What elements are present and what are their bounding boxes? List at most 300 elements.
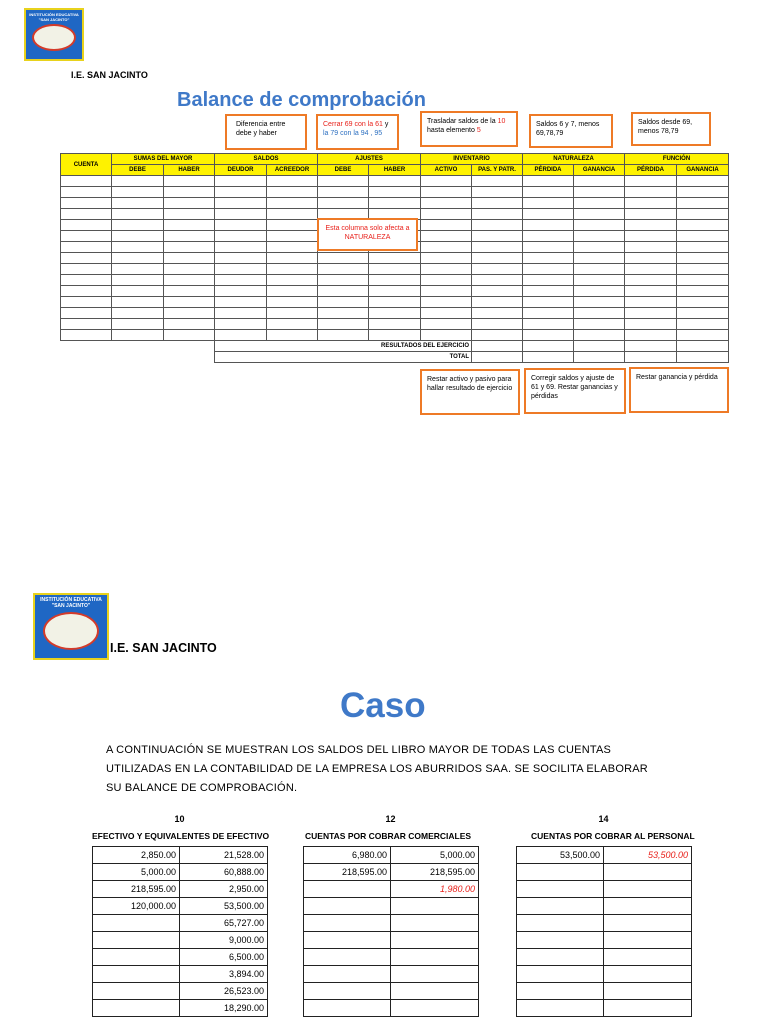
balance-cell: [61, 231, 112, 242]
balance-cell: [112, 231, 164, 242]
debit-cell: [304, 1000, 391, 1017]
balance-cell: [625, 286, 677, 297]
balance-cell: [677, 209, 729, 220]
table-row: [517, 1000, 692, 1017]
balance-cell: [523, 198, 574, 209]
balance-cell: [164, 297, 215, 308]
balance-cell: [215, 308, 267, 319]
credit-cell: 3,894.00: [180, 966, 268, 983]
debit-cell: 53,500.00: [517, 847, 604, 864]
balance-cell: [472, 209, 523, 220]
balance-cell: [472, 176, 523, 187]
debit-cell: [304, 898, 391, 915]
balance-cell: [61, 253, 112, 264]
balance-cell: [625, 198, 677, 209]
balance-cell: [625, 319, 677, 330]
table-row: [93, 847, 268, 864]
balance-cell: [267, 330, 318, 341]
balance-cell: [523, 330, 574, 341]
balance-cell: [318, 319, 369, 330]
debit-cell: [517, 1000, 604, 1017]
credit-cell: [391, 1000, 479, 1017]
balance-cell: [677, 176, 729, 187]
note-naturaleza-text: Esta columna solo afecta a NATURALEZA: [325, 225, 410, 241]
balance-cell: [574, 176, 625, 187]
debit-cell: 120,000.00: [93, 898, 180, 915]
balance-cell: [625, 275, 677, 286]
group-saldos: SALDOS: [215, 154, 318, 165]
balance-cell: [318, 308, 369, 319]
debit-cell: [517, 915, 604, 932]
debit-cell: [517, 881, 604, 898]
balance-cell: [472, 330, 523, 341]
debit-cell: [304, 881, 391, 898]
note-cerrar-text-b: y: [382, 121, 389, 128]
balance-cell: [625, 176, 677, 187]
balance-cell: [61, 220, 112, 231]
balance-cell: [369, 275, 421, 286]
balance-cell: [677, 308, 729, 319]
balance-cell: [215, 286, 267, 297]
balance-cell: [267, 308, 318, 319]
table-row: [93, 915, 268, 932]
note-diferencia-text: Diferencia entre debe y haber: [236, 121, 286, 137]
balance-cell: [215, 297, 267, 308]
balance-cell: [421, 253, 472, 264]
account-14-name: CUENTAS POR COBRAR AL PERSONAL: [531, 831, 695, 841]
balance-cell: [472, 286, 523, 297]
logo-emblem-2: [43, 612, 99, 650]
balance-row: [61, 297, 729, 308]
balance-cell: [267, 209, 318, 220]
school-name-2: I.E. SAN JACINTO: [110, 641, 217, 655]
balance-cell: [523, 264, 574, 275]
balance-cell: [164, 264, 215, 275]
balance-cell: [318, 187, 369, 198]
account-12-number: 12: [385, 814, 396, 824]
balance-row: [61, 176, 729, 187]
credit-cell: 26,523.00: [180, 983, 268, 1000]
balance-cell: [523, 275, 574, 286]
balance-cell: [164, 330, 215, 341]
balance-cell: [61, 264, 112, 275]
note-restar-activo-text: Restar activo y pasivo para hallar resultado de ejercicio: [427, 376, 513, 392]
balance-cell: [112, 187, 164, 198]
account-10-table: [92, 846, 268, 1017]
sub-debe: DEBE: [112, 165, 164, 176]
balance-cell: [112, 198, 164, 209]
credit-cell: [604, 966, 692, 983]
sub-haber: HABER: [164, 165, 215, 176]
credit-cell: [604, 898, 692, 915]
sub-debe: DEBE: [318, 165, 369, 176]
balance-cell: [523, 319, 574, 330]
table-row: [517, 983, 692, 1000]
balance-cell: [369, 187, 421, 198]
balance-cell: [523, 220, 574, 231]
group-naturaleza: NATURALEZA: [523, 154, 625, 165]
credit-cell: [604, 1000, 692, 1017]
note-trasladar-text-d: 5: [476, 127, 481, 134]
credit-cell: [604, 881, 692, 898]
balance-cell: [369, 319, 421, 330]
sub-acreedor: ACREEDOR: [267, 165, 318, 176]
sub-activo: ACTIVO: [421, 165, 472, 176]
balance-cell: [61, 176, 112, 187]
balance-cell: [523, 242, 574, 253]
note-restar-ganancia: [629, 367, 729, 413]
note-saldos-69-text: Saldos desde 69, menos 78,79: [638, 119, 693, 135]
table-row: [93, 932, 268, 949]
note-cerrar: [316, 114, 399, 150]
table-row: [304, 847, 479, 864]
balance-cell: [267, 176, 318, 187]
debit-cell: [93, 966, 180, 983]
balance-row: [61, 319, 729, 330]
table-row: [517, 949, 692, 966]
group-funcion: FUNCIÓN: [625, 154, 729, 165]
credit-cell: 2,950.00: [180, 881, 268, 898]
balance-cell: [574, 187, 625, 198]
balance-cell: [625, 308, 677, 319]
credit-cell: 65,727.00: [180, 915, 268, 932]
balance-cell: [472, 220, 523, 231]
balance-cell: [61, 297, 112, 308]
credit-cell: 9,000.00: [180, 932, 268, 949]
credit-cell: [391, 949, 479, 966]
balance-row: [61, 187, 729, 198]
group-sumas: SUMAS DEL MAYOR: [112, 154, 215, 165]
credit-cell: [391, 983, 479, 1000]
balance-cell: [164, 220, 215, 231]
balance-cell: [574, 264, 625, 275]
balance-cell: [318, 275, 369, 286]
account-14-number: 14: [598, 814, 609, 824]
balance-cell: [215, 275, 267, 286]
table-row: [93, 966, 268, 983]
balance-cell: [625, 242, 677, 253]
logo-caption-top: INSTITUCIÓN EDUCATIVA: [29, 12, 79, 17]
balance-cell: [625, 330, 677, 341]
balance-cell: [421, 308, 472, 319]
balance-cell: [472, 187, 523, 198]
balance-cell: [267, 286, 318, 297]
balance-cell: [677, 286, 729, 297]
balance-cell: [574, 198, 625, 209]
credit-cell: [604, 915, 692, 932]
balance-cell: [318, 297, 369, 308]
school-logo-2: [33, 593, 109, 660]
credit-cell: [391, 932, 479, 949]
balance-cell: [369, 308, 421, 319]
balance-cell: [112, 242, 164, 253]
balance-cell: [112, 275, 164, 286]
credit-cell: [391, 966, 479, 983]
credit-cell: [604, 932, 692, 949]
table-header-groups: [61, 154, 729, 165]
balance-cell: [421, 275, 472, 286]
table-row: [304, 932, 479, 949]
balance-cell: [677, 231, 729, 242]
balance-cell: [472, 242, 523, 253]
balance-cell: [574, 275, 625, 286]
balance-cell: [61, 187, 112, 198]
balance-cell: [472, 319, 523, 330]
balance-cell: [318, 330, 369, 341]
credit-cell: 218,595.00: [391, 864, 479, 881]
balance-row: [61, 330, 729, 341]
debit-cell: 2,850.00: [93, 847, 180, 864]
table-row: [517, 932, 692, 949]
balance-cell: [267, 231, 318, 242]
balance-cell: [267, 297, 318, 308]
balance-cell: [523, 308, 574, 319]
balance-cell: [523, 253, 574, 264]
table-row: [93, 983, 268, 1000]
balance-cell: [267, 242, 318, 253]
balance-cell: [164, 286, 215, 297]
balance-cell: [625, 187, 677, 198]
balance-cell: [472, 264, 523, 275]
case-paragraph: A CONTINUACIÓN SE MUESTRAN LOS SALDOS DEL LIBRO MAYOR DE TODAS LAS CUENTAS UTILIZADAS EN LA CONTABILIDAD DE LA EMPRESA LOS ABURRIDOS SAA. SE SOCILITA ELABORAR SU BALANCE DE COMPROBACIÓN.: [106, 744, 648, 794]
table-row: [93, 881, 268, 898]
balance-cell: [421, 209, 472, 220]
balance-cell: [318, 286, 369, 297]
logo-emblem: [32, 24, 76, 51]
balance-cell: [677, 187, 729, 198]
table-row: [304, 949, 479, 966]
balance-cell: [267, 187, 318, 198]
table-row: [517, 915, 692, 932]
note-cerrar-text-a: Cerrar 69 con la 61: [323, 121, 383, 128]
balance-cell: [369, 176, 421, 187]
debit-cell: 218,595.00: [304, 864, 391, 881]
account-12-name: CUENTAS POR COBRAR COMERCIALES: [305, 831, 472, 841]
credit-cell: 1,980.00: [391, 881, 479, 898]
note-restar-activo: [420, 369, 520, 415]
note-saldos-69: [631, 112, 711, 146]
balance-cell: [677, 297, 729, 308]
balance-cell: [574, 319, 625, 330]
debit-cell: [304, 966, 391, 983]
note-naturaleza: [317, 218, 418, 251]
debit-cell: [517, 864, 604, 881]
balance-cell: [61, 198, 112, 209]
group-ajustes: AJUSTES: [318, 154, 421, 165]
balance-cell: [421, 286, 472, 297]
debit-cell: [304, 915, 391, 932]
balance-cell: [164, 198, 215, 209]
balance-cell: [421, 330, 472, 341]
credit-cell: [604, 864, 692, 881]
sub-ganancia: GANANCIA: [574, 165, 625, 176]
table-row: [304, 881, 479, 898]
debit-cell: [93, 1000, 180, 1017]
total-label: TOTAL: [215, 352, 472, 363]
balance-row: [61, 286, 729, 297]
balance-row: [61, 198, 729, 209]
logo-caption-name-2: "SAN JACINTO": [51, 603, 91, 609]
account-12-table: [303, 846, 479, 1017]
balance-cell: [164, 231, 215, 242]
balance-cell: [625, 209, 677, 220]
balance-cell: [421, 242, 472, 253]
note-cerrar-text-c: la 79 con la 94 , 95: [323, 130, 383, 137]
credit-cell: 53,500.00: [180, 898, 268, 915]
table-row: [304, 864, 479, 881]
balance-cell: [215, 220, 267, 231]
balance-cell: [215, 264, 267, 275]
balance-cell: [421, 319, 472, 330]
table-row: [93, 1000, 268, 1017]
balance-cell: [61, 242, 112, 253]
balance-cell: [574, 253, 625, 264]
balance-cell: [677, 275, 729, 286]
table-row: [517, 864, 692, 881]
balance-cell: [267, 220, 318, 231]
sub-deudor: DEUDOR: [215, 165, 267, 176]
school-logo: [24, 8, 84, 61]
note-trasladar-text-b: 10: [497, 118, 506, 125]
balance-row: [61, 264, 729, 275]
balance-cell: [625, 231, 677, 242]
sub-pasivo: PAS. Y PATR.: [472, 165, 523, 176]
balance-cell: [472, 297, 523, 308]
balance-cell: [112, 286, 164, 297]
balance-cell: [164, 242, 215, 253]
balance-cell: [574, 297, 625, 308]
balance-cell: [164, 187, 215, 198]
balance-cell: [164, 275, 215, 286]
balance-cell: [112, 330, 164, 341]
balance-cell: [215, 330, 267, 341]
balance-cell: [677, 220, 729, 231]
balance-cell: [421, 187, 472, 198]
note-trasladar-text-a: Trasladar saldos de la: [427, 118, 498, 125]
balance-cell: [472, 231, 523, 242]
balance-cell: [215, 253, 267, 264]
balance-cell: [318, 264, 369, 275]
balance-cell: [369, 198, 421, 209]
col-cuenta: CUENTA: [61, 154, 112, 176]
caso-title: Caso: [340, 686, 426, 725]
balance-cell: [625, 253, 677, 264]
balance-cell: [421, 176, 472, 187]
balance-cell: [61, 308, 112, 319]
balance-cell: [318, 176, 369, 187]
balance-cell: [267, 319, 318, 330]
balance-cell: [625, 297, 677, 308]
balance-cell: [61, 319, 112, 330]
balance-cell: [318, 198, 369, 209]
balance-cell: [421, 198, 472, 209]
balance-cell: [112, 176, 164, 187]
note-restar-ganancia-text: Restar ganancia y pérdida: [636, 374, 718, 381]
table-row: [517, 847, 692, 864]
sub-haber: HABER: [369, 165, 421, 176]
balance-cell: [523, 231, 574, 242]
debit-cell: [304, 932, 391, 949]
table-row: [304, 966, 479, 983]
debit-cell: [517, 983, 604, 1000]
balance-cell: [112, 209, 164, 220]
table-row: [304, 1000, 479, 1017]
balance-cell: [164, 319, 215, 330]
balance-cell: [61, 330, 112, 341]
account-10-name: EFECTIVO Y EQUIVALENTES DE EFECTIVO: [92, 831, 270, 841]
balance-cell: [267, 275, 318, 286]
balance-cell: [215, 319, 267, 330]
credit-cell: 60,888.00: [180, 864, 268, 881]
credit-cell: 18,290.00: [180, 1000, 268, 1017]
balance-cell: [421, 264, 472, 275]
balance-cell: [112, 253, 164, 264]
balance-cell: [215, 209, 267, 220]
debit-cell: [517, 966, 604, 983]
balance-cell: [369, 297, 421, 308]
balance-cell: [472, 198, 523, 209]
balance-cell: [267, 253, 318, 264]
table-row: [93, 949, 268, 966]
note-saldos-6-7: [529, 114, 613, 148]
table-row: [93, 864, 268, 881]
balance-cell: [369, 264, 421, 275]
sub-perdida: PÉRDIDA: [625, 165, 677, 176]
balance-cell: [574, 286, 625, 297]
debit-cell: [517, 932, 604, 949]
resultados-label: RESULTADOS DEL EJERCICIO: [215, 341, 472, 352]
balance-cell: [112, 319, 164, 330]
balance-cell: [625, 264, 677, 275]
balance-cell: [164, 308, 215, 319]
balance-cell: [267, 264, 318, 275]
credit-cell: 5,000.00: [391, 847, 479, 864]
balance-cell: [523, 297, 574, 308]
credit-cell: [604, 983, 692, 1000]
table-row: [304, 915, 479, 932]
group-inventario: INVENTARIO: [421, 154, 523, 165]
balance-cell: [574, 308, 625, 319]
balance-cell: [523, 286, 574, 297]
note-corregir-text: Corregir saldos y ajuste de 61 y 69. Restar ganancias y pérdidas: [531, 375, 618, 400]
row-resultados: [61, 341, 729, 352]
balance-cell: [112, 220, 164, 231]
logo-caption-top-2: INSTITUCIÓN EDUCATIVA: [40, 597, 102, 603]
balance-cell: [164, 209, 215, 220]
credit-cell: 53,500.00: [604, 847, 692, 864]
balance-cell: [215, 198, 267, 209]
page-title: Balance de comprobación: [177, 89, 426, 111]
debit-cell: 5,000.00: [93, 864, 180, 881]
note-corregir: [524, 368, 626, 414]
balance-cell: [112, 264, 164, 275]
debit-cell: [304, 983, 391, 1000]
balance-cell: [472, 253, 523, 264]
balance-cell: [523, 209, 574, 220]
balance-cell: [369, 253, 421, 264]
balance-cell: [164, 253, 215, 264]
table-row: [517, 966, 692, 983]
credit-cell: 6,500.00: [180, 949, 268, 966]
credit-cell: [391, 898, 479, 915]
debit-cell: [93, 949, 180, 966]
balance-cell: [421, 297, 472, 308]
balance-cell: [112, 308, 164, 319]
balance-row: [61, 275, 729, 286]
row-total: [61, 352, 729, 363]
debit-cell: [304, 949, 391, 966]
debit-cell: [93, 983, 180, 1000]
